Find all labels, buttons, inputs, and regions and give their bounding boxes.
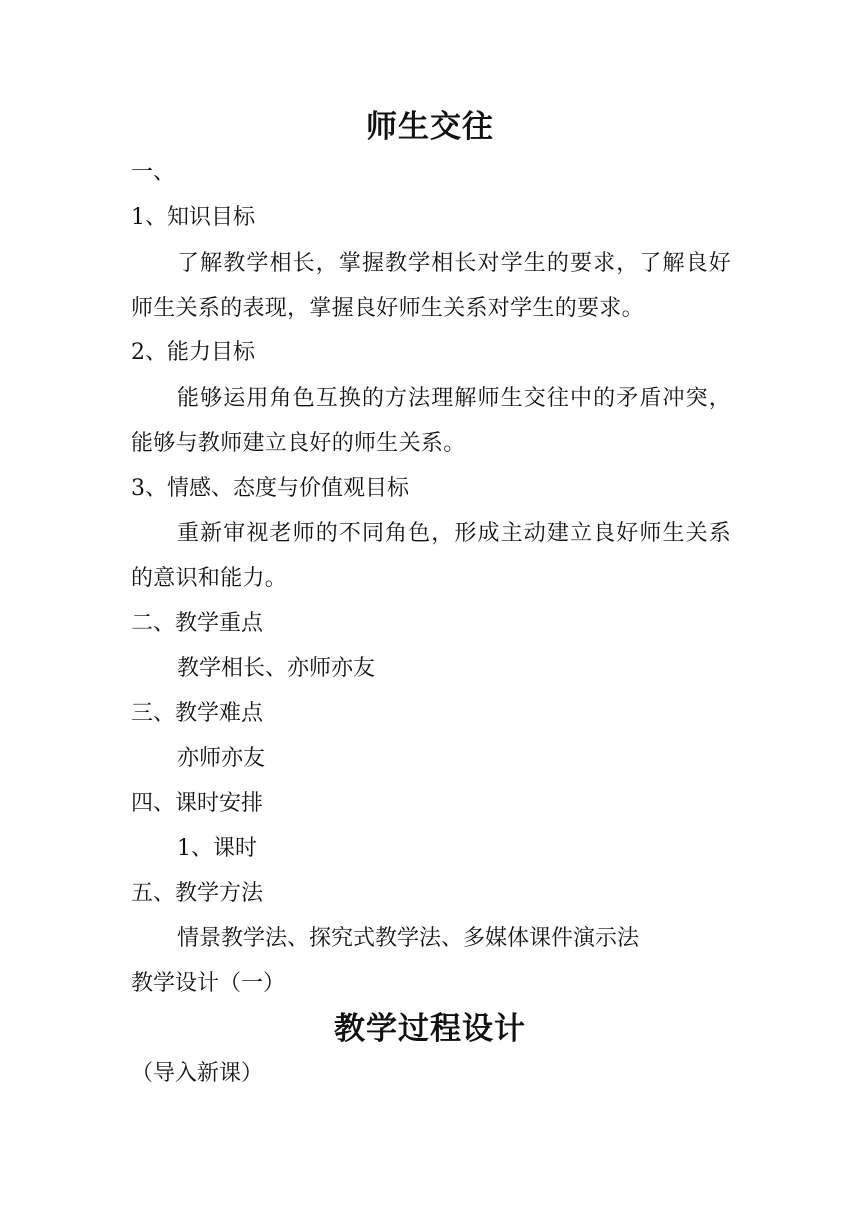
emotion-goal-text: 重新审视老师的不同角色，形成主动建立良好师生关系的意识和能力。: [131, 521, 731, 591]
ability-goal-heading: 2、能力目标: [131, 340, 255, 365]
process-title: 教学过程设计: [334, 1011, 526, 1047]
teaching-difficulty-heading: 三、教学难点: [131, 701, 264, 726]
teaching-method-heading: 五、教学方法: [131, 881, 264, 906]
intro-label: （导入新课）: [131, 1061, 264, 1086]
teaching-method-text: 情景教学法、探究式教学法、多媒体课件演示法: [177, 926, 640, 951]
emotion-goal-heading: 3、情感、态度与价值观目标: [131, 476, 409, 501]
page-title: 师生交往: [366, 109, 494, 145]
teaching-design-label: 教学设计（一）: [131, 971, 286, 996]
teaching-difficulty-text: 亦师亦友: [177, 746, 266, 771]
schedule-heading: 四、课时安排: [131, 791, 264, 816]
teaching-key-text: 教学相长、亦师亦友: [177, 656, 376, 681]
ability-goal-text: 能够运用角色互换的方法理解师生交往中的矛盾冲突，能够与教师建立良好的师生关系。: [131, 386, 731, 456]
knowledge-goal-text: 了解教学相长，掌握教学相长对学生的要求，了解良好师生关系的表现，掌握良好师生关系对学生的要求。: [131, 251, 731, 321]
knowledge-goal-heading: 1、知识目标: [131, 205, 255, 230]
section-one-heading: 一、: [131, 160, 176, 185]
schedule-text: 1、课时: [177, 836, 257, 861]
teaching-key-heading: 二、教学重点: [131, 611, 264, 636]
